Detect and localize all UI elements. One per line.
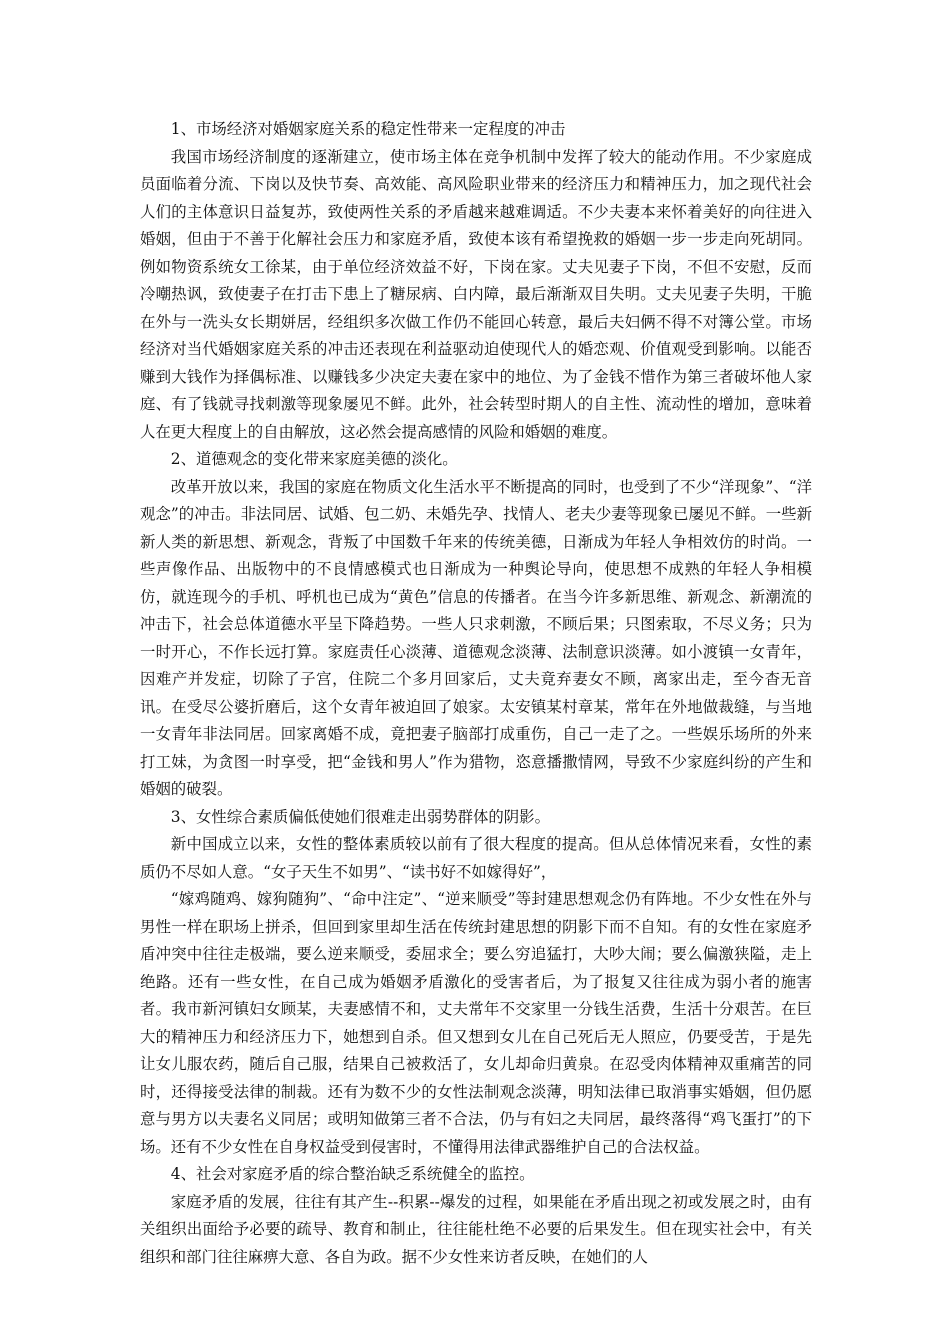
document-body [140, 116, 812, 1271]
section-2-paragraph: 改革开放以来，我国的家庭在物质文化生活水平不断提高的同时，也受到了不少“洋现象”、“洋观念”的冲击。非法同居、试婚、包二奶、未婚先孕、找情人、老夫少妻等现象已屡见不鲜。一些新新人类的新思想、新观念，背叛了中国数千年来的传统美德，日渐成为年轻人争相效仿的时尚。一些声像作品、出版物中的不良情感模式也日渐成为一种舆论导向，使思想不成熟的年轻人争相模仿，就连现今的手机、呼机也已成为“黄色”信息的传播者。在当今许多新思维、新观念、新潮流的冲击下，社会总体道德水平呈下降趋势。一些人只求刺激，不顾后果；只图索取，不尽义务；只为一时开心，不作长远打算。家庭责任心淡薄、道德观念淡薄、法制意识淡薄。如小渡镇一女青年，因难产并发症，切除了子宫，住院二个多月回家后，丈夫竟弃妻女不顾，离家出走，至今杳无音讯。在受尽公婆折磨后，这个女青年被迫回了娘家。太安镇某村章某，常年在外地做裁缝，与当地一女青年非法同居。回家离婚不成，竟把妻子脑部打成重伤，自己一走了之。一些娱乐场所的外来打工妹，为贪图一时享受，把“金钱和男人”作为猎物，恣意播撒情网，导致不少家庭纠纷的产生和婚姻的破裂。 [140, 477, 812, 798]
section-3-paragraph-1: 新中国成立以来，女性的整体素质较以前有了很大程度的提高。但从总体情况来看，女性的素质仍不尽如人意。“女子天生不如男”、“读书好不如嫁得好”， [140, 835, 812, 881]
section-2-heading: 2、道德观念的变化带来家庭美德的淡化。 [170, 450, 458, 468]
section-4-paragraph: 家庭矛盾的发展，往往有其产生--积累--爆发的过程，如果能在矛盾出现之初或发展之时，由有关组织出面给予必要的疏导、教育和制止，往往能杜绝不必要的后果发生。但在现实社会中，有关组织和部门往往麻痹大意、各自为政。据不少女性来访者反映，在她们的人 [140, 1192, 812, 1266]
section-3-heading: 3、女性综合素质偏低使她们很难走出弱势群体的阴影。 [170, 807, 550, 826]
section-1-heading: 1、市场经济对婚姻家庭关系的稳定性带来一定程度的冲击 [170, 120, 566, 138]
section-1-paragraph: 我国市场经济制度的逐渐建立，使市场主体在竞争机制中发挥了较大的能动作用。不少家庭成员面临着分流、下岗以及快节奏、高效能、高风险职业带来的经济压力和精神压力，加之现代社会人们的主体意识日益复苏，致使两性关系的矛盾越来越难调适。不少夫妻本来怀着美好的向往进入婚姻，但由于不善于化解社会压力和家庭矛盾，致使本该有希望挽救的婚姻一步一步走向死胡同。例如物资系统女工徐某，由于单位经济效益不好，下岗在家。丈夫见妻子下岗，不但不安慰，反而冷嘲热讽，致使妻子在打击下患上了糖尿病、白内障，最后渐渐双目失明。丈夫见妻子失明，干脆在外与一洗头女长期姘居，经组织多次做工作仍不能回心转意，最后夫妇俩不得不对簿公堂。市场经济对当代婚姻家庭关系的冲击还表现在利益驱动迫使现代人的婚恋观、价值观受到影响。以能否赚到大钱作为择偶标准、以赚钱多少决定夫妻在家中的地位、为了金钱不惜作为第三者破坏他人家庭、有了钱就寻找刺激等现象屡见不鲜。此外，社会转型时期人的自主性、流动性的增加，意味着人在更大程度上的自由解放，这必然会提高感情的风险和婚姻的难度。 [140, 147, 812, 441]
section-4-heading: 4、社会对家庭矛盾的综合整治缺乏系统健全的监控。 [170, 1165, 535, 1183]
section-3-paragraph-2: “嫁鸡随鸡、嫁狗随狗”、“命中注定”、“逆来顺受”等封建思想观念仍有阵地。不少女性在外与男性一样在职场上拼杀，但回到家里却生活在传统封建思想的阴影下而不自知。有的女性在家庭矛盾冲突中往往走极端，要么逆来顺受，委屈求全；要么穷追猛打，大吵大闹；要么偏激狭隘，走上绝路。还有一些女性，在自己成为婚姻矛盾激化的受害者后，为了报复又往往成为弱小者的施害者。我市新河镇妇女顾某，夫妻感情不和，丈夫常年不交家里一分钱生活费，生活十分艰苦。在巨大的精神压力和经济压力下，她想到自杀。但又想到女儿在自己死后无人照应，仍要受苦，于是先让女儿服农药，随后自己服，结果自己被救活了，女儿却命归黄泉。在忍受肉体精神双重痛苦的同时，还得接受法律的制裁。还有为数不少的女性法制观念淡薄，明知法律已取消事实婚姻，但仍愿意与男方以夫妻名义同居；或明知做第三者不合法，仍与有妇之夫同居，最终落得“鸡飞蛋打”的下场。还有不少女性在自身权益受到侵害时，不懂得用法律武器维护自己的合法权益。 [140, 890, 812, 1156]
